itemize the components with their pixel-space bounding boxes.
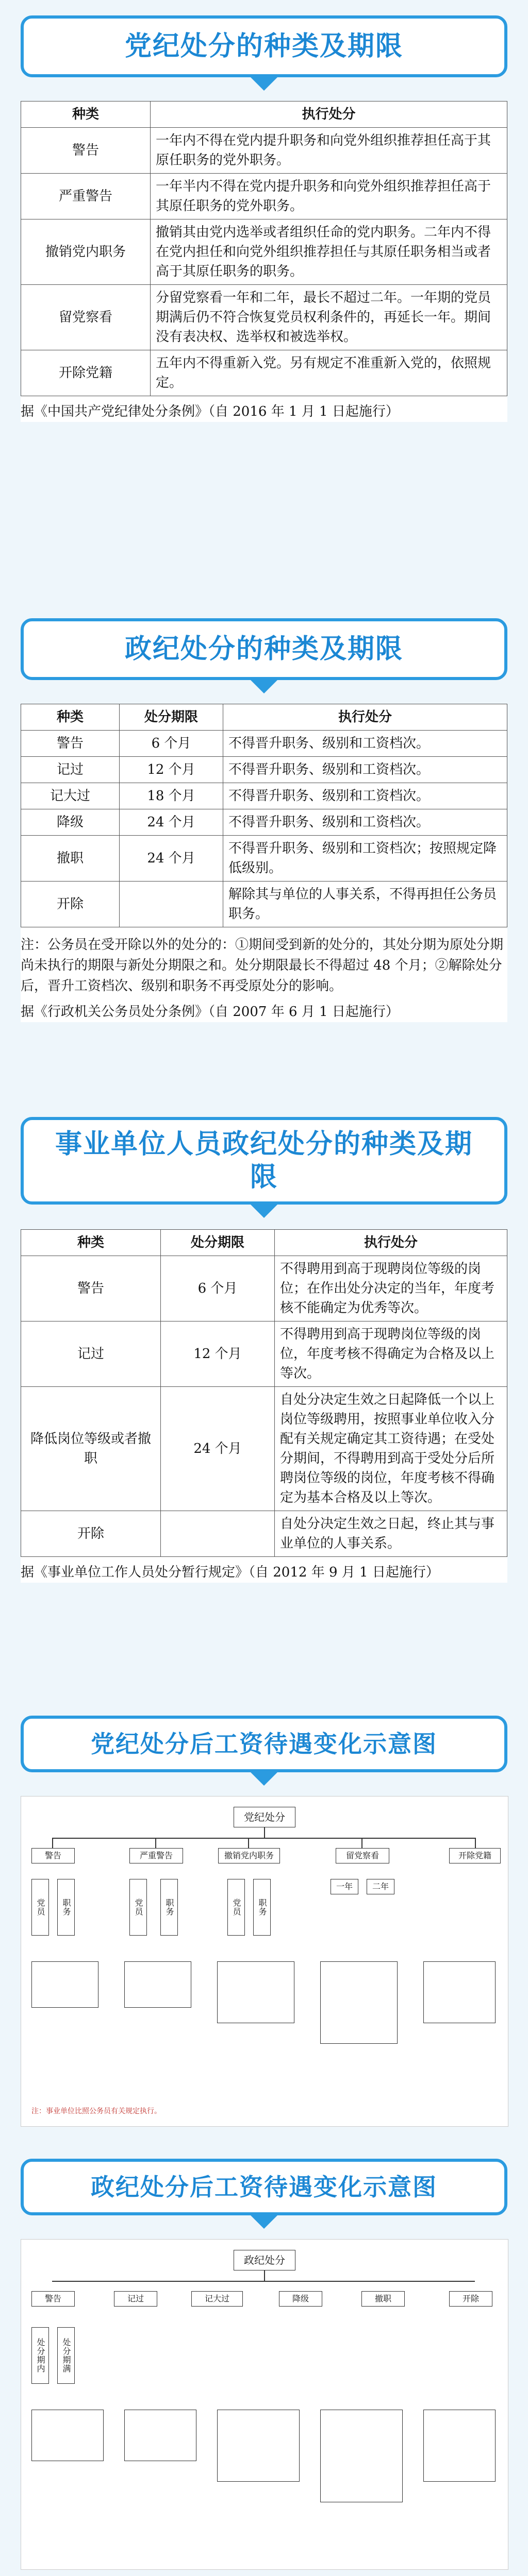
gov-type: 警告	[21, 731, 120, 757]
diag2-l1: 降级	[279, 2291, 322, 2307]
inst-effect: 不得聘用到高于现聘岗位等级的岗位；在作出处分决定的当年，年度考核不能确定为优秀等次。	[275, 1256, 507, 1321]
gov-header-type: 种类	[21, 704, 120, 731]
banner-tail-icon	[251, 680, 277, 693]
inst-banner-title: 事业单位人员政纪处分的种类及期限	[55, 1129, 473, 1193]
gov-period	[120, 882, 223, 927]
party-section	[21, 101, 507, 422]
table-row	[21, 285, 507, 350]
diag1-detail-box	[31, 1961, 98, 2008]
diag2-detail-box	[320, 2410, 403, 2502]
gov-source: 据《行政机关公务员处分条例》（自 2007 年 6 月 1 日起施行）	[21, 1004, 399, 1020]
diag2-l1: 警告	[31, 2291, 75, 2307]
diag1-l2: 职务	[253, 1879, 271, 1936]
diag2-banner-title: 政纪处分后工资待遇变化示意图	[91, 2173, 437, 2201]
party-type: 撤销党内职务	[21, 219, 151, 285]
inst-period: 12 个月	[161, 1321, 275, 1387]
inst-type: 降低岗位等级或者撤职	[21, 1387, 161, 1511]
diag2-l2: 处分期满	[57, 2327, 75, 2384]
table-row	[21, 809, 507, 836]
party-effect: 分留党察看一年和二年，最长不超过二年。一年期的党员期满后仍不符合恢复党员权利条件的，再延长一年。期间没有表决权、选举权和被选举权。	[151, 285, 507, 350]
table-row	[21, 219, 507, 285]
table-row	[21, 731, 507, 757]
gov-effect: 解除其与单位的人事关系，不得再担任公务员职务。	[223, 882, 507, 927]
table-row	[21, 783, 507, 809]
diag1-l1: 严重警告	[129, 1848, 183, 1863]
party-effect: 撤销其由党内选举或者组织任命的党内职务。二年内不得在党内担任和向党外组织推荐担任与其原任职务相当或者高于其原任职务的职务。	[151, 219, 507, 285]
party-table	[21, 101, 507, 396]
inst-header-effect: 执行处分	[275, 1230, 507, 1256]
gov-type: 记大过	[21, 783, 120, 809]
diag1-detail-box	[124, 1961, 191, 2008]
table-row	[21, 1321, 507, 1387]
party-effect: 一年半内不得在党内提升职务和向党外组织推荐担任高于其原任职务的党外职务。	[151, 174, 507, 219]
party-header-effect: 执行处分	[151, 101, 507, 128]
party-effect: 一年内不得在党内提升职务和向党外组织推荐担任高于其原任职务的党外职务。	[151, 128, 507, 174]
diag1-l2: 职务	[57, 1879, 75, 1936]
inst-period: 6 个月	[161, 1256, 275, 1321]
gov-type: 撤职	[21, 836, 120, 882]
diag1-detail-box	[320, 1961, 398, 2044]
table-row	[21, 350, 507, 396]
inst-effect: 自处分决定生效之日起降低一个以上岗位等级聘用，按照事业单位收入分配有关规定确定其工资待遇；在受处分期间，不得聘用到高于受处分后所聘岗位等级的岗位，年度考核不得确定为基本合格及以上等次。	[275, 1387, 507, 1511]
inst-type: 记过	[21, 1321, 161, 1387]
table-row	[21, 1387, 507, 1511]
inst-effect: 自处分决定生效之日起，终止其与事业单位的人事关系。	[275, 1511, 507, 1557]
diag2-banner	[21, 2159, 507, 2215]
diag1-l2: 一年	[331, 1879, 358, 1894]
diag1-l2: 职务	[160, 1879, 178, 1936]
banner-tail-icon	[251, 1205, 277, 1218]
inst-period	[161, 1511, 275, 1557]
party-banner-title: 党纪处分的种类及期限	[124, 31, 403, 62]
diag1-root: 党纪处分	[234, 1807, 295, 1827]
diag2-l1: 开除	[449, 2291, 492, 2307]
party-header-type: 种类	[21, 101, 151, 128]
table-row	[21, 1511, 507, 1557]
diag2-detail-box	[217, 2410, 300, 2482]
gov-period: 24 个月	[120, 836, 223, 882]
gov-effect: 不得晋升职务、级别和工资档次。	[223, 757, 507, 783]
diag2-detail-box	[31, 2410, 104, 2461]
diag1-banner-title: 党纪处分后工资待遇变化示意图	[91, 1730, 437, 1758]
diag2-l1: 撤职	[361, 2291, 405, 2307]
diag2-root: 政纪处分	[234, 2250, 295, 2270]
gov-header-effect: 执行处分	[223, 704, 507, 731]
inst-section	[21, 1229, 507, 1583]
diag1-diagram	[21, 1796, 508, 2127]
gov-note: 注：公务员在受开除以外的处分的：①期间受到新的处分的，其处分期为原处分期尚未执行的期限与新处分期限之和。处分期限最长不得超过 48 个月；②解除处分后，晋升工资档次、级别和职务不再受原处分的影响。	[21, 937, 504, 994]
diag1-l1: 留党察看	[336, 1848, 389, 1863]
gov-period: 18 个月	[120, 783, 223, 809]
table-row	[21, 757, 507, 783]
diag2-detail-box	[124, 2410, 196, 2461]
gov-period: 12 个月	[120, 757, 223, 783]
diag2-l1: 记大过	[191, 2291, 243, 2307]
diag1-l2: 党员	[227, 1879, 245, 1936]
diag1-l2: 二年	[367, 1879, 394, 1894]
inst-effect: 不得聘用到高于现聘岗位等级的岗位，年度考核不得确定为合格及以上等次。	[275, 1321, 507, 1387]
table-row	[21, 174, 507, 219]
inst-type: 警告	[21, 1256, 161, 1321]
gov-section	[21, 704, 507, 1022]
party-type: 警告	[21, 128, 151, 174]
gov-period: 6 个月	[120, 731, 223, 757]
diag1-detail-box	[217, 1961, 294, 2023]
party-banner	[21, 15, 507, 77]
gov-type: 记过	[21, 757, 120, 783]
diag1-l2: 党员	[31, 1879, 49, 1936]
party-type: 开除党籍	[21, 350, 151, 396]
table-row	[21, 836, 507, 882]
banner-tail-icon	[251, 77, 277, 91]
party-type: 留党察看	[21, 285, 151, 350]
gov-period: 24 个月	[120, 809, 223, 836]
diag1-l1: 撤销党内职务	[218, 1848, 280, 1863]
banner-tail-icon	[251, 1772, 277, 1786]
inst-banner	[21, 1117, 507, 1205]
table-row	[21, 882, 507, 927]
diag2-diagram	[21, 2239, 508, 2570]
gov-header-period: 处分期限	[120, 704, 223, 731]
inst-table	[21, 1229, 507, 1557]
diag1-l1: 开除党籍	[449, 1848, 501, 1863]
gov-table	[21, 704, 507, 927]
diag2-detail-box	[423, 2410, 496, 2482]
table-row	[21, 1256, 507, 1321]
inst-header-period: 处分期限	[161, 1230, 275, 1256]
inst-type: 开除	[21, 1511, 161, 1557]
inst-header-type: 种类	[21, 1230, 161, 1256]
gov-effect: 不得晋升职务、级别和工资档次。	[223, 783, 507, 809]
table-row	[21, 128, 507, 174]
diag1-banner	[21, 1716, 507, 1772]
banner-tail-icon	[251, 2215, 277, 2229]
gov-banner	[21, 618, 507, 680]
party-type: 严重警告	[21, 174, 151, 219]
inst-source: 据《事业单位工作人员处分暂行规定》（自 2012 年 9 月 1 日起施行）	[21, 1565, 439, 1580]
diag1-l1: 警告	[31, 1848, 75, 1863]
party-effect: 五年内不得重新入党。另有规定不准重新入党的，依照规定。	[151, 350, 507, 396]
gov-effect: 不得晋升职务、级别和工资档次。	[223, 809, 507, 836]
diag2-l2: 处分期内	[31, 2327, 49, 2384]
inst-period: 24 个月	[161, 1387, 275, 1511]
diag1-l2: 党员	[129, 1879, 147, 1936]
gov-type: 开除	[21, 882, 120, 927]
gov-type: 降级	[21, 809, 120, 836]
gov-effect: 不得晋升职务、级别和工资档次。	[223, 731, 507, 757]
diag1-note: 注：事业单位比照公务员有关规定执行。	[31, 2107, 161, 2115]
gov-banner-title: 政纪处分的种类及期限	[124, 634, 403, 665]
diag1-detail-box	[423, 1961, 496, 2023]
diag2-l1: 记过	[114, 2291, 157, 2307]
gov-effect: 不得晋升职务、级别和工资档次；按照规定降低级别。	[223, 836, 507, 882]
party-source: 据《中国共产党纪律处分条例》（自 2016 年 1 月 1 日起施行）	[21, 404, 399, 419]
